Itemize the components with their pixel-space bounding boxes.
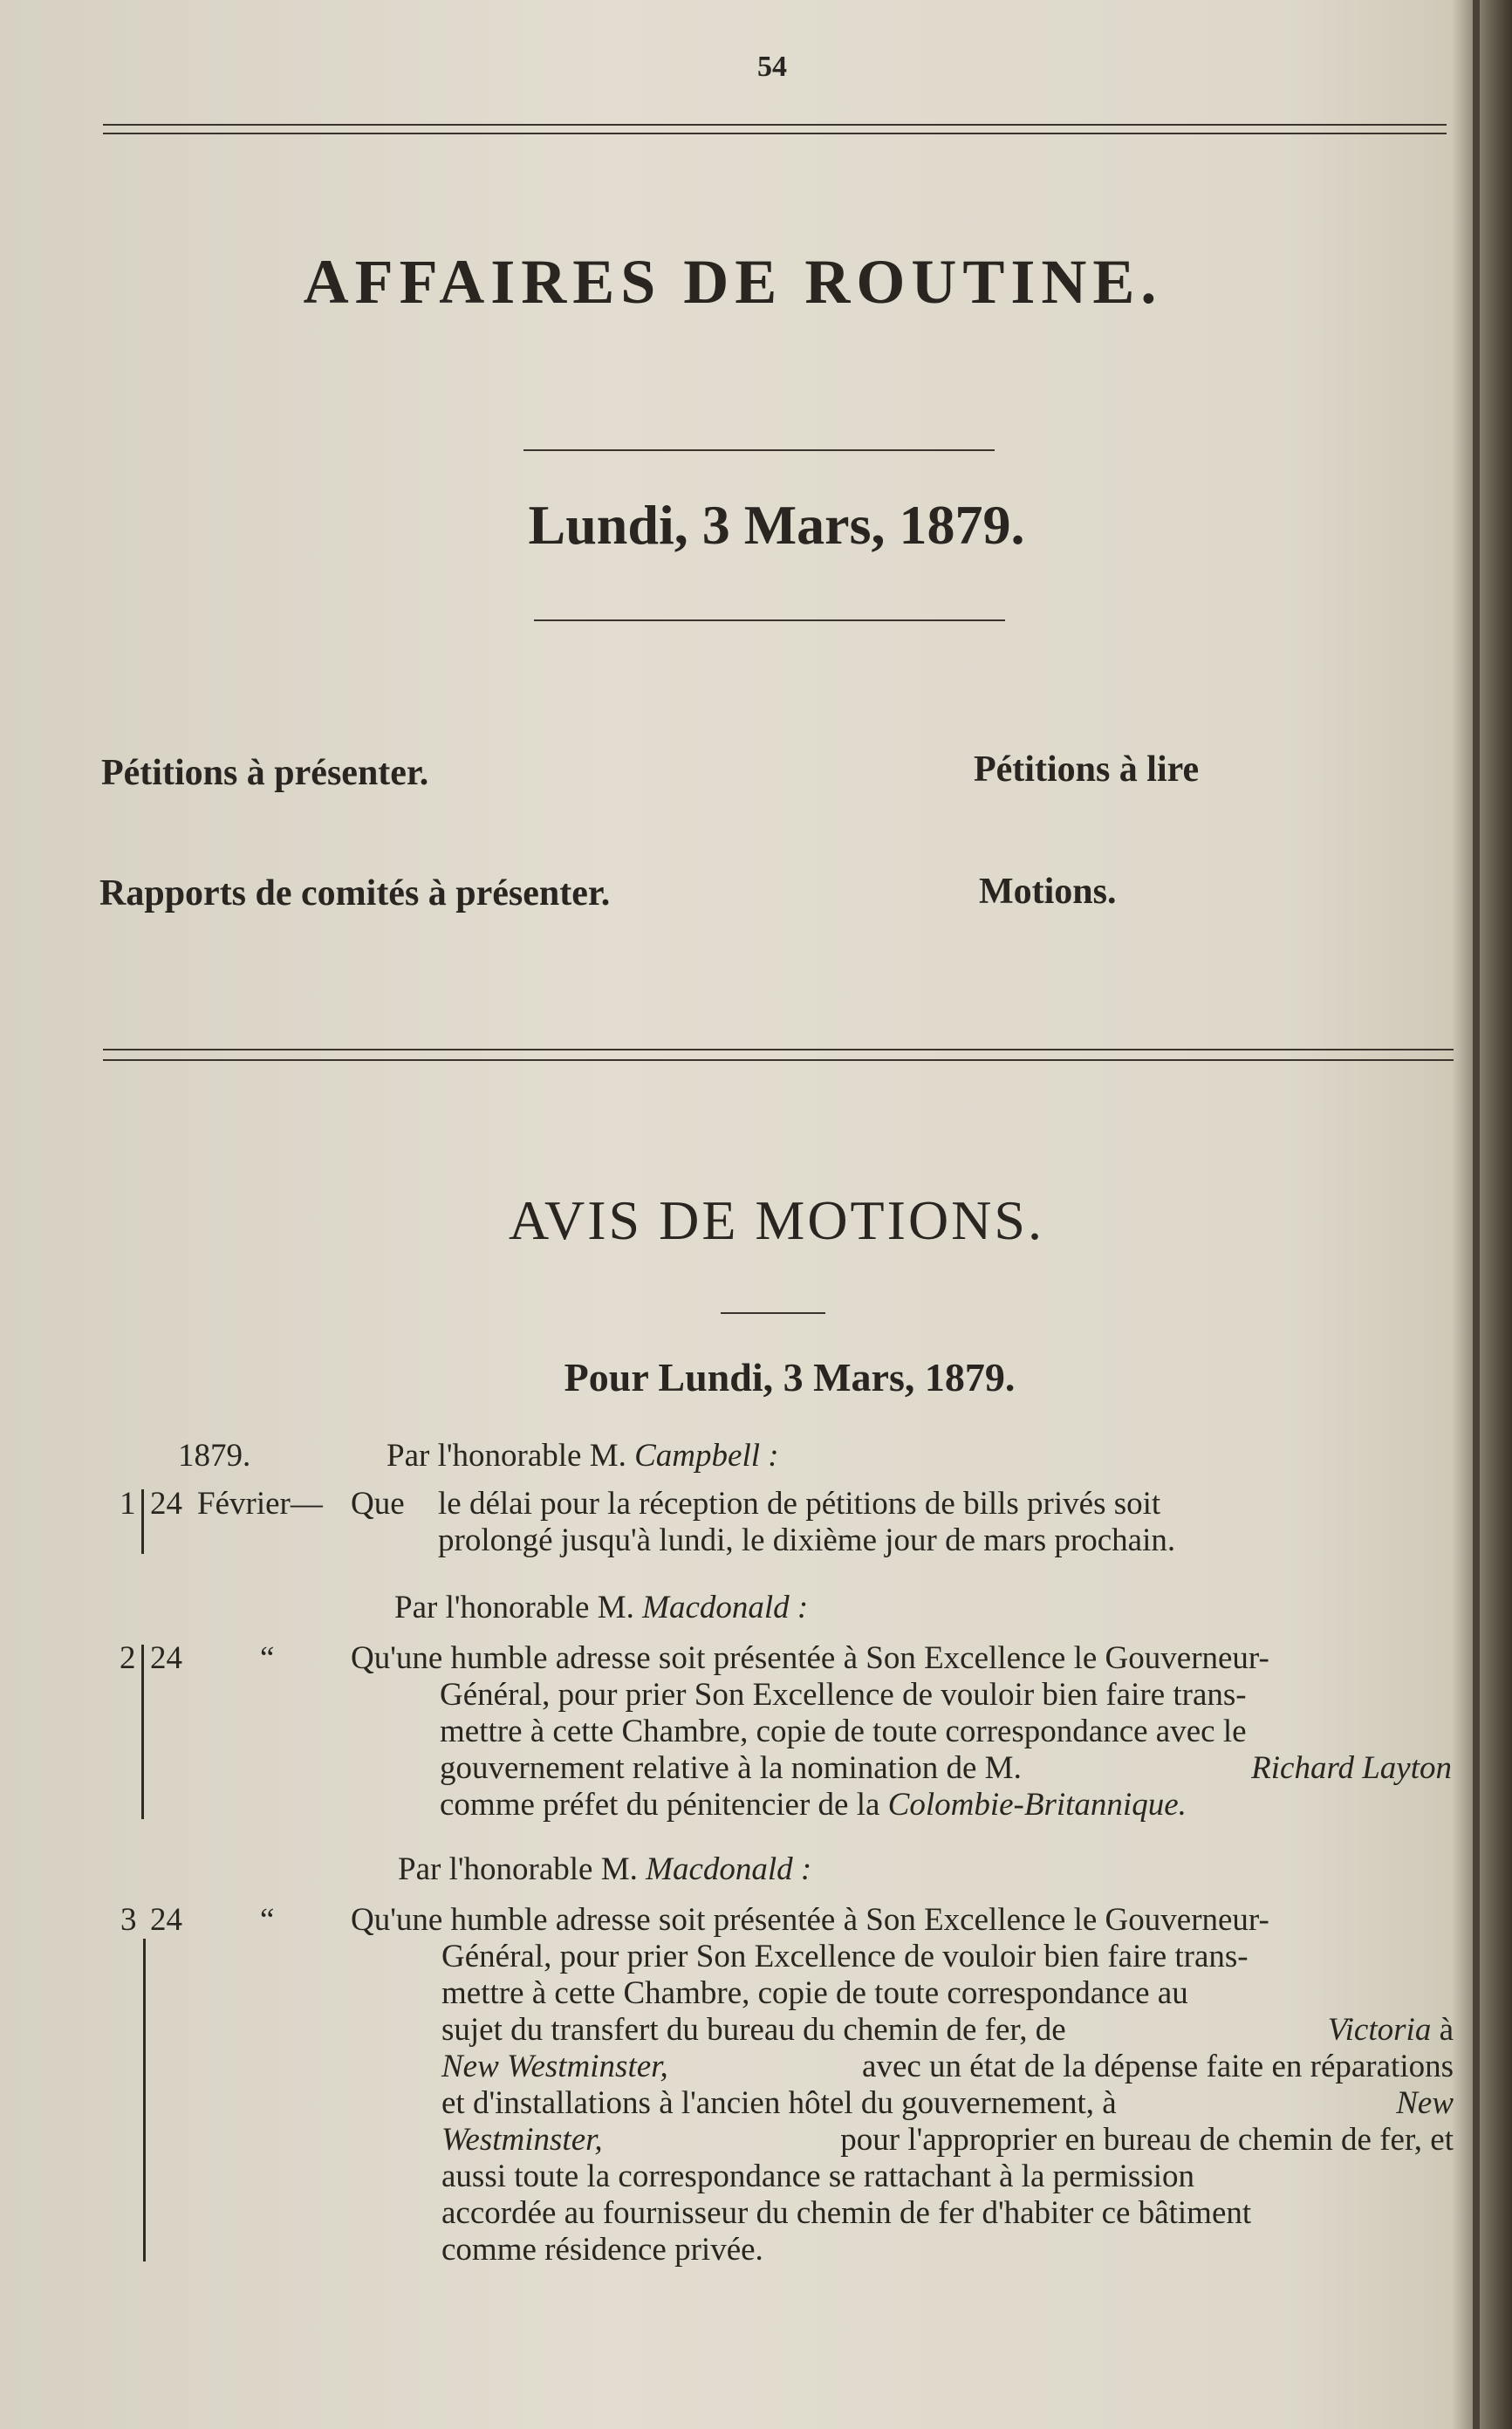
motion-1-marker xyxy=(141,1489,144,1554)
title-divider xyxy=(523,449,995,451)
petitions-lire: Pétitions à lire xyxy=(974,749,1200,790)
motions-heading: Motions. xyxy=(979,872,1117,912)
motion-1-mover xyxy=(387,1438,779,1475)
motion-3-first-line: Qu'une humble adresse soit présentée à Son Excellence le Gouverneur- xyxy=(351,1902,1269,1938)
motion-2-line-3 xyxy=(440,1750,1452,1787)
motion-2-line-4-text: comme préfet du pénitencier de la xyxy=(440,1787,880,1823)
motion-1-day: 24 xyxy=(150,1486,182,1522)
motion-3-line-4-text: avec un état de la dépense faite en réparations xyxy=(862,2049,1454,2084)
motion-2-day: 24 xyxy=(150,1640,182,1676)
motion-1-text-start: Que xyxy=(351,1486,405,1522)
motion-3-new: New xyxy=(1396,2085,1454,2121)
motion-3-line-5-text: et d'installations à l'ancien hôtel du gouvernement, à xyxy=(441,2085,1117,2121)
motion-3-victoria: Victoria xyxy=(1327,2012,1432,2048)
motion-3-day: 24 xyxy=(150,1902,182,1938)
motion-3-mover xyxy=(398,1851,811,1888)
motion-3-marker xyxy=(143,1939,146,2261)
motion-2-ditto: “ xyxy=(260,1640,275,1676)
page-number: 54 xyxy=(757,51,787,83)
motion-3-line-8: accordée au fournisseur du chemin de fer d'habiter ce bâtiment xyxy=(441,2195,1252,2231)
motion-3-mover-prefix: Par l'honorable M. xyxy=(398,1851,638,1887)
motion-3-line-4 xyxy=(441,2049,1454,2085)
motion-3-ditto: “ xyxy=(260,1902,275,1938)
motion-1-mover-prefix: Par l'honorable M. xyxy=(387,1438,626,1474)
motion-3-line-6-text: pour l'approprier en bureau de chemin de fer, et xyxy=(840,2122,1454,2158)
motion-1-line-1: le délai pour la réception de pétitions de bills privés soit xyxy=(438,1486,1161,1522)
motion-1-month: Février— xyxy=(197,1486,323,1522)
motion-2-mover-name: Macdonald : xyxy=(642,1590,809,1625)
motion-3-line-5 xyxy=(441,2085,1454,2122)
motion-2-number: 2 xyxy=(120,1640,136,1676)
motion-1-line-2: prolongé jusqu'à lundi, le dixième jour de mars prochain. xyxy=(438,1522,1176,1558)
motion-2-line-3-text: gouvernement relative à la nomination de M. xyxy=(440,1750,1022,1786)
motion-1-mover-name: Campbell : xyxy=(634,1438,779,1474)
motion-2-name: Richard Layton xyxy=(1251,1750,1452,1786)
motion-1-number: 1 xyxy=(120,1486,136,1522)
motion-2-line-2: mettre à cette Chambre, copie de toute correspondance avec le xyxy=(440,1714,1247,1749)
motion-2-marker xyxy=(141,1645,144,1819)
year-label: 1879. xyxy=(178,1438,251,1474)
binding-edge xyxy=(1473,0,1480,2429)
petitions-presenter: Pétitions à présenter. xyxy=(101,753,429,793)
motion-3-new-westminster-1: New Westminster, xyxy=(441,2049,668,2084)
motion-2-line-4 xyxy=(440,1787,1187,1823)
rapports-presenter: Rapports de comités à présenter. xyxy=(99,873,611,913)
sitting-date: Lundi, 3 Mars, 1879. xyxy=(528,494,1025,556)
motion-3-line-3-text: sujet du transfert du bureau du chemin de fer, de xyxy=(441,2012,1066,2048)
motion-3-westminster: Westminster, xyxy=(441,2122,603,2158)
notice-date: Pour Lundi, 3 Mars, 1879. xyxy=(564,1355,1016,1399)
date-divider xyxy=(534,619,1005,621)
motion-3-line-3-end: à xyxy=(1439,2012,1454,2048)
motion-3-line-3 xyxy=(441,2012,1454,2049)
avis-divider xyxy=(721,1312,825,1314)
motion-2-line-1: Général, pour prier Son Excellence de vouloir bien faire trans- xyxy=(440,1677,1247,1713)
page-title: AFFAIRES DE ROUTINE. xyxy=(303,247,1163,317)
middle-rule-1 xyxy=(103,1049,1454,1050)
motion-2-mover xyxy=(394,1590,808,1626)
motion-3-line-9: comme résidence privée. xyxy=(441,2232,763,2268)
avis-de-motions-title: AVIS DE MOTIONS. xyxy=(509,1189,1044,1251)
middle-rule-2 xyxy=(103,1059,1454,1061)
motion-3-number: 3 xyxy=(120,1902,137,1938)
motion-3-line-6 xyxy=(441,2122,1454,2159)
motion-3-mover-name: Macdonald : xyxy=(646,1851,812,1887)
motion-3-line-1: Général, pour prier Son Excellence de vouloir bien faire trans- xyxy=(441,1939,1249,1974)
motion-3-line-7: aussi toute la correspondance se rattachant à la permission xyxy=(441,2159,1195,2194)
motion-2-mover-prefix: Par l'honorable M. xyxy=(394,1590,634,1625)
motion-3-line-2: mettre à cette Chambre, copie de toute correspondance au xyxy=(441,1975,1188,2011)
top-rule-1 xyxy=(103,124,1447,126)
motion-2-first-line: Qu'une humble adresse soit présentée à Son Excellence le Gouverneur- xyxy=(351,1640,1269,1676)
motion-2-province: Colombie-Britannique. xyxy=(887,1787,1187,1823)
top-rule-2 xyxy=(103,133,1447,134)
